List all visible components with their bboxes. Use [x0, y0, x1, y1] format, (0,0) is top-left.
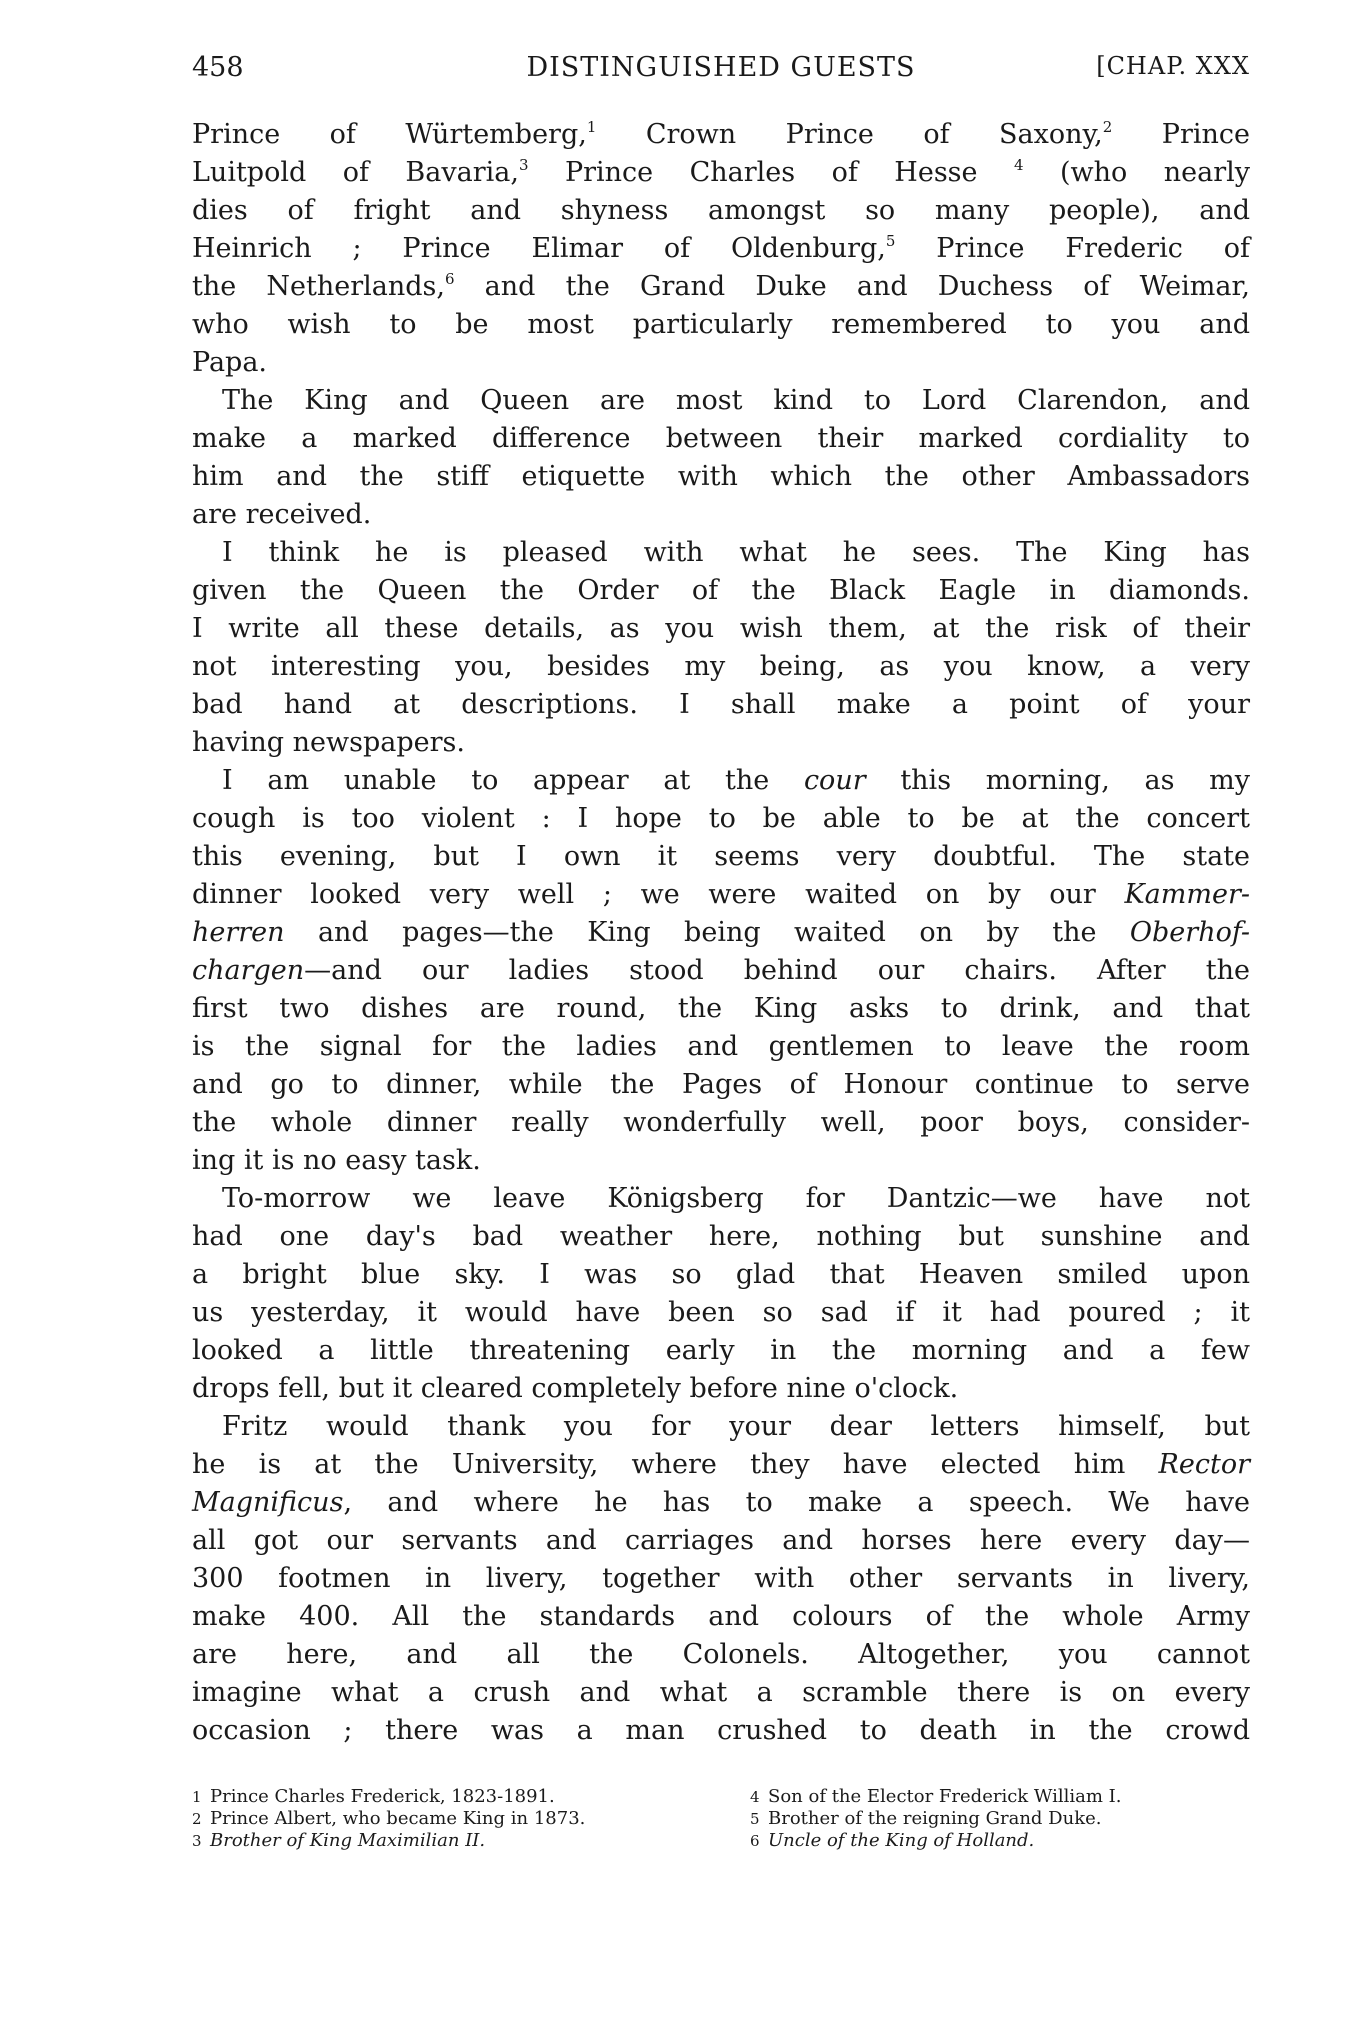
text-run: 300 footmen in livery, together with other servants in livery,	[192, 1563, 1250, 1594]
footnote-number: 6	[750, 1832, 760, 1850]
text-line	[192, 268, 1250, 306]
text-run: he is at the University, where they have elected him	[192, 1449, 1159, 1480]
text-line	[192, 1218, 1250, 1256]
text-line	[192, 1332, 1250, 1370]
footnote-number: 4	[750, 1788, 760, 1806]
text-run: a bright blue sky. I was so glad that Heaven smiled upon	[192, 1259, 1250, 1290]
text-line	[192, 610, 1250, 648]
footnote-number: 1	[192, 1788, 202, 1806]
footnote-ref: 6	[444, 270, 455, 288]
text-run: had one day's bad weather here, nothing but sunshine and	[192, 1221, 1250, 1252]
text-line	[192, 686, 1250, 724]
text-run: and pages—the King being waited on by the	[284, 917, 1130, 948]
text-run: I think he is pleased with what he sees. The King has	[222, 537, 1250, 568]
text-run: Papa.	[192, 347, 268, 378]
text-run: —and our ladies stood behind our chairs. After the	[304, 955, 1250, 986]
text-run: who wish to be most particularly remembered to you and	[192, 309, 1250, 340]
text-run: dies of fright and shyness amongst so many people), and	[192, 195, 1250, 226]
text-line	[192, 1560, 1250, 1598]
text-run: make 400. All the standards and colours of the whole Army	[192, 1601, 1250, 1632]
text-run: cough is too violent : I hope to be able to be at the concert	[192, 803, 1250, 834]
text-line	[192, 1712, 1250, 1750]
footnote-number: 3	[192, 1832, 202, 1850]
footnote	[192, 1786, 585, 1808]
text-line	[192, 1598, 1250, 1636]
footnote-ref: 5	[885, 232, 896, 250]
text-run: I write all these details, as you wish them, at the risk of their	[192, 613, 1250, 644]
italic-text: Kammer-	[1124, 879, 1250, 910]
text-line	[192, 952, 1250, 990]
footnotes-column-right	[750, 1786, 1122, 1852]
text-run: are received.	[192, 499, 372, 530]
text-run: ing it is no easy task.	[192, 1145, 481, 1176]
text-line	[192, 116, 1250, 154]
text-run: and the Grand Duke and Duchess of Weimar,	[454, 271, 1250, 302]
footnote-text: Prince Albert, who became King in 1873.	[210, 1808, 586, 1829]
footnote	[192, 1830, 585, 1852]
footnotes-column-left	[192, 1786, 585, 1852]
text-line	[192, 1446, 1250, 1484]
footnote	[750, 1808, 1122, 1830]
italic-text: Oberhof-	[1129, 917, 1250, 948]
text-line	[192, 1104, 1250, 1142]
footnote	[192, 1808, 585, 1830]
text-line	[192, 154, 1250, 192]
footnote-text: Prince Charles Frederick, 1823-1891.	[210, 1786, 555, 1807]
text-line	[192, 1066, 1250, 1104]
text-run: all got our servants and carriages and horses here every day—	[192, 1525, 1250, 1556]
text-run: The King and Queen are most kind to Lord Clarendon, and	[222, 385, 1250, 416]
italic-text: Rector	[1158, 1449, 1250, 1480]
footnote-ref: 2	[1102, 118, 1113, 136]
text-run: Heinrich ; Prince Elimar of Oldenburg,	[192, 233, 886, 264]
text-run: make a marked difference between their marked cordiality to	[192, 423, 1250, 454]
text-line	[192, 1180, 1250, 1218]
text-line	[192, 724, 1250, 762]
text-run: dinner looked very well ; we were waited on by our	[192, 879, 1125, 910]
footnote-ref: 4	[1013, 156, 1024, 174]
text-run: looked a little threatening early in the morning and a few	[192, 1335, 1250, 1366]
text-line	[192, 1256, 1250, 1294]
text-run: and go to dinner, while the Pages of Honour continue to serve	[192, 1069, 1250, 1100]
text-line	[192, 1142, 1250, 1180]
text-run: the whole dinner really wonderfully well, poor boys, consider-	[192, 1107, 1250, 1138]
running-title: DISTINGUISHED GUESTS	[526, 52, 916, 83]
text-run: this morning, as my	[865, 765, 1250, 796]
chapter-label: [CHAP. XXX	[1096, 52, 1250, 80]
text-run: occasion ; there was a man crushed to death in the crowd	[192, 1715, 1250, 1746]
text-line	[192, 192, 1250, 230]
footnote-number: 5	[750, 1810, 760, 1828]
text-line	[192, 1484, 1250, 1522]
footnote	[750, 1786, 1122, 1808]
text-run: Fritz would thank you for your dear letters himself, but	[222, 1411, 1250, 1442]
text-run: Crown Prince of Saxony,	[596, 119, 1103, 150]
footnote-ref: 1	[586, 118, 597, 136]
text-run: Prince	[1112, 119, 1251, 150]
text-line	[192, 990, 1250, 1028]
text-line	[192, 1636, 1250, 1674]
text-run: is the signal for the ladies and gentlemen to leave the room	[192, 1031, 1250, 1062]
text-run: To-morrow we leave Königsberg for Dantzic—we have not	[222, 1183, 1250, 1214]
text-line	[192, 762, 1250, 800]
text-run: Prince Frederic of	[895, 233, 1250, 264]
text-run: bad hand at descriptions. I shall make a point of your	[192, 689, 1250, 720]
text-run: having newspapers.	[192, 727, 465, 758]
text-run: him and the stiff etiquette with which the other Ambassadors	[192, 461, 1250, 492]
page-number: 458	[192, 52, 244, 83]
text-run: drops fell, but it cleared completely before nine o'clock.	[192, 1373, 959, 1404]
text-line	[192, 458, 1250, 496]
text-line	[192, 496, 1250, 534]
text-line	[192, 420, 1250, 458]
text-run: are here, and all the Colonels. Altogether, you cannot	[192, 1639, 1250, 1670]
text-run: this evening, but I own it seems very doubtful. The state	[192, 841, 1250, 872]
italic-text: chargen	[192, 955, 305, 986]
italic-text: Magnificus	[192, 1487, 344, 1518]
text-run: (who nearly	[1023, 157, 1250, 188]
text-line	[192, 306, 1250, 344]
text-line	[192, 1028, 1250, 1066]
running-header	[192, 52, 1250, 92]
footnote	[750, 1830, 1122, 1852]
text-run: , and where he has to make a speech. We have	[343, 1487, 1250, 1518]
body-text	[192, 116, 1250, 1750]
text-run: us yesterday, it would have been so sad if it had poured ; it	[192, 1297, 1250, 1328]
text-line	[192, 534, 1250, 572]
text-line	[192, 344, 1250, 382]
text-line	[192, 648, 1250, 686]
text-run: not interesting you, besides my being, as you know, a very	[192, 651, 1250, 682]
text-line	[192, 1294, 1250, 1332]
footnote-text: Brother of the reigning Grand Duke.	[768, 1808, 1102, 1829]
text-line	[192, 230, 1250, 268]
text-line	[192, 382, 1250, 420]
footnote-text: Brother of King Maximilian II.	[210, 1830, 486, 1851]
text-line	[192, 800, 1250, 838]
text-run: the Netherlands,	[192, 271, 445, 302]
text-line	[192, 572, 1250, 610]
footnote-text: Son of the Elector Frederick William I.	[768, 1786, 1122, 1807]
text-run: Prince Charles of Hesse	[528, 157, 1014, 188]
text-line	[192, 1408, 1250, 1446]
text-line	[192, 838, 1250, 876]
text-run: I am unable to appear at the	[222, 765, 804, 796]
text-line	[192, 876, 1250, 914]
text-line	[192, 914, 1250, 952]
footnote-number: 2	[192, 1810, 202, 1828]
text-line	[192, 1522, 1250, 1560]
italic-text: cour	[803, 765, 866, 796]
text-run: given the Queen the Order of the Black Eagle in diamonds.	[192, 575, 1250, 606]
text-run: first two dishes are round, the King asks to drink, and that	[192, 993, 1250, 1024]
text-run: imagine what a crush and what a scramble there is on every	[192, 1677, 1250, 1708]
text-run: Luitpold of Bavaria,	[192, 157, 519, 188]
text-line	[192, 1674, 1250, 1712]
text-line	[192, 1370, 1250, 1408]
italic-text: herren	[192, 917, 285, 948]
text-run: Prince of Würtemberg,	[192, 119, 587, 150]
footnote-text: Uncle of the King of Holland.	[768, 1830, 1035, 1851]
footnote-ref: 3	[518, 156, 529, 174]
